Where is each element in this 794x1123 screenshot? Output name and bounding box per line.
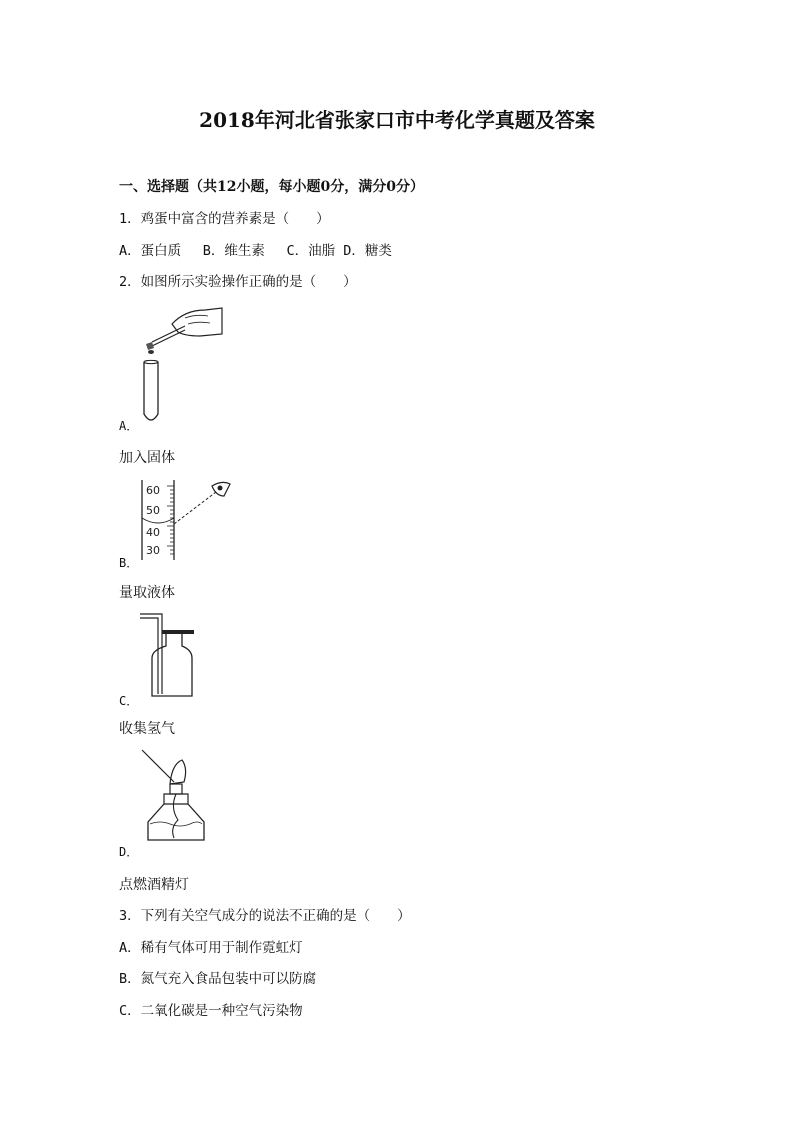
scale-label-30: 30 (146, 544, 160, 557)
scale-label-50: 50 (146, 504, 160, 517)
option-b-label: B． (119, 556, 139, 570)
question-3-option-c: C．二氧化碳是一种空气污染物 (119, 1003, 303, 1019)
section-heading: 一、选择题（共12小题，每小题0分，满分0分） (119, 179, 424, 195)
light-alcohol-lamp-figure (140, 748, 220, 848)
question-1-stem: 1．鸡蛋中富含的营养素是（ ） (119, 211, 330, 227)
option-d-caption: 点燃酒精灯 (119, 877, 189, 893)
collect-hydrogen-figure (140, 612, 200, 700)
measure-liquid-figure (138, 478, 238, 562)
option-b-caption: 量取液体 (119, 585, 175, 601)
option-a-label: A． (119, 419, 139, 433)
add-solid-figure (130, 304, 230, 428)
question-2-stem: 2．如图所示实验操作正确的是（ ） (119, 274, 357, 290)
question-3-option-a: A．稀有气体可用于制作霓虹灯 (119, 940, 303, 956)
scale-label-40: 40 (146, 526, 160, 539)
scale-label-60: 60 (146, 484, 160, 497)
option-d-label: D． (119, 845, 139, 859)
option-a-caption: 加入固体 (119, 450, 175, 466)
option-c-caption: 收集氢气 (119, 721, 175, 737)
option-c-label: C． (119, 694, 139, 708)
question-1-options: A．蛋白质 B．维生素 C．油脂 D．糖类 (119, 243, 392, 259)
page-title: 2018年河北省张家口市中考化学真题及答案 (199, 108, 595, 132)
question-3-option-b: B．氮气充入食品包装中可以防腐 (119, 971, 317, 987)
question-3-stem: 3．下列有关空气成分的说法不正确的是（ ） (119, 908, 411, 924)
